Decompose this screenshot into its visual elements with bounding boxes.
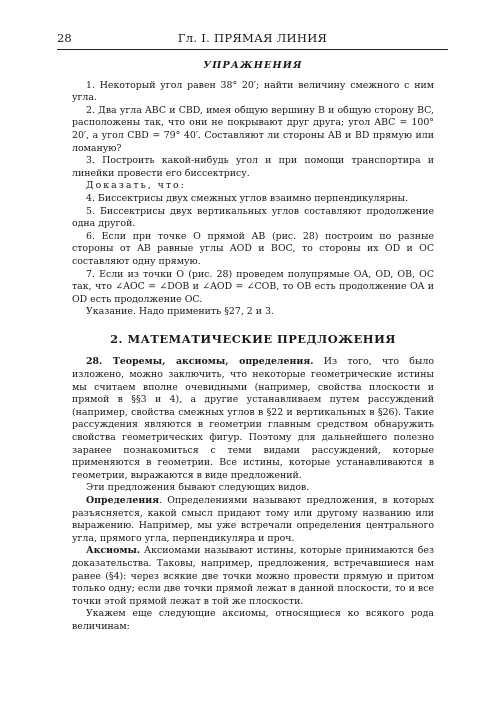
page-content [72, 57, 434, 634]
exercise-6: 6. Если при точке O прямой AB (рис. 28) построим по разные стороны от AB равные углы AOD и BOC, то стороны их OD и OC составляют одну прямую. [72, 230, 434, 267]
paragraph-definitions [72, 495, 434, 545]
exercises-heading: УПРАЖНЕНИЯ [203, 60, 303, 71]
exercise-7: 7. Если из точки O (рис. 28) проведем полупрямые OA, OD, OB, OC так, что ∠AOC = ∠DOB и ∠AOD = ∠COB, то OB есть продолжение OA и OD есть продолжение OC. [72, 268, 434, 305]
axioms-heading: Аксиомы. [86, 545, 141, 557]
paragraph-kinds: Эти предложения бывают следующих видов. [86, 482, 310, 494]
definitions-heading: Определения [86, 495, 160, 506]
section-heading: 2. МАТЕМАТИЧЕСКИЕ ПРЕДЛОЖЕНИЯ [110, 331, 396, 346]
paragraph-axioms [72, 545, 434, 608]
exercise-1: 1. Некоторый угол равен 38° 20′; найти величину смежного с ним угла. [72, 79, 434, 104]
paragraph-28-heading: 28. Теоремы, аксиомы, определения. [86, 356, 314, 368]
running-header [57, 31, 448, 50]
exercise-2: 2. Два угла ABC и CBD, имея общую вершину B и общую сторону BC, расположены так, что они не покрывают друг друга; угол ABC = 100° 20′, а угол CBD = 79° 40′. Составляют ли стороны AB и BD прямую или ломаную? [72, 104, 434, 154]
exercise-5: 5. Биссектрисы двух вертикальных углов составляют продолжение одна другой. [72, 205, 434, 230]
exercise-3: 3. Построить какой-нибудь угол и при помощи транспортира и линейки провести его биссектрису. [72, 155, 434, 179]
page-number: 28 [57, 31, 72, 45]
paragraph-last: Укажем еще следующие аксиомы, относящиеся ко всякого рода величинам: [72, 608, 434, 632]
definitions-text: . Определениями называют предложения, в которых разъясняется, какой смысл придают тому или другому названию или выражению. Например, мы уже встречали определения центрального угла, прямого угла, перпендикуляра и проч. [72, 495, 434, 544]
exercise-4: 4. Биссектрисы двух смежных углов взаимно перпендикулярны. [86, 192, 409, 204]
prove-intro: Доказать, что: [86, 180, 186, 192]
hint: Указание. Надо применить §27, 2 и 3. [86, 306, 274, 318]
paragraph-28-text: Из того, что было изложено, можно заключить, что некоторые геометрические истины мы считаем вполне очевидными (например, свойства плоскости и прямой в §§3 и 4), а другие устанавливаем путем рассуждений (например, свойства смежных углов в §22 и вертикальных в §26). Такие рассуждения являются в геометрии главным средством обнаружить свойства геометрических фигур. Поэтому для дальнейшего полезно заранее познакомиться с теми видами рассуждений, которые применяются в геометрии. Все истины, которые устанавливаются в геометрии, выражаются в виде предложений. [72, 356, 434, 481]
axioms-text: Аксиомами называют истины, которые принимаются без доказательства. Таковы, например, предложения, встречавшиеся нам ранее (§4): через всякие две точки можно провести прямую и притом только одну; если две точки прямой лежат в данной плоскости, то и все точки этой прямой лежат в той же плоскости. [72, 545, 434, 607]
chapter-title: Гл. I. ПРЯМАЯ ЛИНИЯ [177, 31, 328, 45]
paragraph-28 [72, 356, 434, 482]
